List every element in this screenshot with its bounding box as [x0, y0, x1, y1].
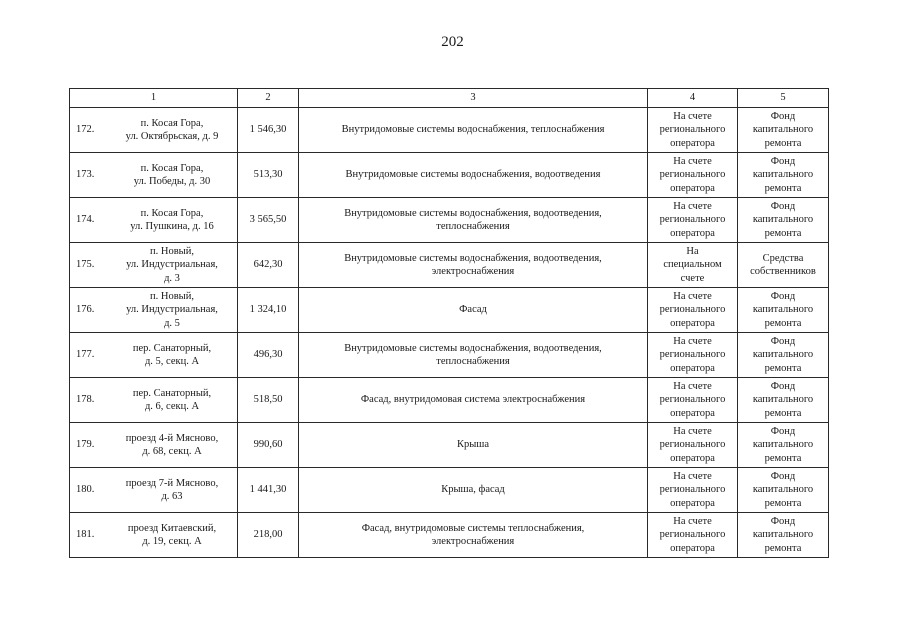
- row-number: 172.: [76, 124, 95, 136]
- systems-cell: Фасад, внутридомовые системы теплоснабжения, электроснабжения: [299, 513, 648, 558]
- table-row: [70, 153, 829, 198]
- account-cell: На счете регионального оператора: [648, 468, 738, 513]
- systems-cell: Фасад, внутридомовая система электроснабжения: [299, 378, 648, 423]
- systems-cell: Внутридомовые системы водоснабжения, водоотведения, электроснабжения: [299, 243, 648, 288]
- systems-cell: Фасад: [299, 288, 648, 333]
- systems-cell: Внутридомовые системы водоснабжения, водоотведения: [299, 153, 648, 198]
- address-cell: [70, 108, 238, 153]
- fund-cell: Фонд капитального ремонта: [738, 468, 829, 513]
- address-cell-inner: [76, 423, 234, 467]
- row-address: проезд Китаевский, д. 19, секц. А: [127, 522, 217, 547]
- systems-cell: Крыша: [299, 423, 648, 468]
- table-row: [70, 288, 829, 333]
- fund-cell: Фонд капитального ремонта: [738, 423, 829, 468]
- address-cell: [70, 288, 238, 333]
- account-cell: На счете регионального оператора: [648, 108, 738, 153]
- fund-cell: Фонд капитального ремонта: [738, 288, 829, 333]
- table-row: [70, 108, 829, 153]
- table-body: [70, 108, 829, 558]
- row-address: п. Косая Гора, ул. Победы, д. 30: [133, 162, 211, 187]
- address-cell-inner: [76, 288, 234, 332]
- header-col-4: 4: [648, 89, 738, 108]
- header-row: [70, 89, 829, 108]
- row-number: 176.: [76, 304, 95, 316]
- row-number: 181.: [76, 529, 95, 541]
- area-cell: 1 546,30: [238, 108, 299, 153]
- address-cell-inner: [76, 198, 234, 242]
- address-cell: [70, 468, 238, 513]
- row-address: п. Новый, ул. Индустриальная, д. 3: [126, 245, 218, 284]
- address-cell-inner: [76, 378, 234, 422]
- account-cell: На счете регионального оператора: [648, 198, 738, 243]
- area-cell: 1 441,30: [238, 468, 299, 513]
- account-cell: На счете регионального оператора: [648, 423, 738, 468]
- row-address: п. Косая Гора, ул. Октябрьская, д. 9: [125, 117, 219, 142]
- table-row: [70, 243, 829, 288]
- account-cell: На счете регионального оператора: [648, 513, 738, 558]
- row-address: проезд 4-й Мясново, д. 68, секц. А: [125, 432, 219, 457]
- address-cell-inner: [76, 333, 234, 377]
- account-cell: На счете регионального оператора: [648, 378, 738, 423]
- systems-cell: Крыша, фасад: [299, 468, 648, 513]
- address-cell-inner: [76, 468, 234, 512]
- account-cell: На счете регионального оператора: [648, 333, 738, 378]
- table-header: [70, 89, 829, 108]
- row-number: 173.: [76, 169, 95, 181]
- table-row: [70, 513, 829, 558]
- address-cell: [70, 378, 238, 423]
- row-number: 175.: [76, 259, 95, 271]
- row-address: п. Косая Гора, ул. Пушкина, д. 16: [130, 207, 214, 232]
- table-row: [70, 198, 829, 243]
- fund-cell: Фонд капитального ремонта: [738, 513, 829, 558]
- row-address: п. Новый, ул. Индустриальная, д. 5: [126, 290, 218, 329]
- address-cell-inner: [76, 243, 234, 287]
- header-col-1: 1: [70, 89, 238, 108]
- address-cell-inner: [76, 108, 234, 152]
- header-col-3: 3: [299, 89, 648, 108]
- area-cell: 3 565,50: [238, 198, 299, 243]
- area-cell: 518,50: [238, 378, 299, 423]
- account-cell: На специальном счете: [648, 243, 738, 288]
- row-address: пер. Санаторный, д. 5, секц. А: [132, 342, 212, 367]
- fund-cell: Фонд капитального ремонта: [738, 108, 829, 153]
- row-number: 177.: [76, 349, 95, 361]
- fund-cell: Фонд капитального ремонта: [738, 198, 829, 243]
- area-cell: 513,30: [238, 153, 299, 198]
- row-address: пер. Санаторный, д. 6, секц. А: [132, 387, 212, 412]
- account-cell: На счете регионального оператора: [648, 153, 738, 198]
- row-number: 180.: [76, 484, 95, 496]
- header-col-5: 5: [738, 89, 829, 108]
- fund-cell: Фонд капитального ремонта: [738, 333, 829, 378]
- fund-cell: Фонд капитального ремонта: [738, 378, 829, 423]
- address-cell: [70, 513, 238, 558]
- header-col-2: 2: [238, 89, 299, 108]
- systems-cell: Внутридомовые системы водоснабжения, водоотведения, теплоснабжения: [299, 333, 648, 378]
- capital-repair-table: [69, 88, 829, 558]
- fund-cell: Средства собственников: [738, 243, 829, 288]
- address-cell: [70, 198, 238, 243]
- address-cell-inner: [76, 153, 234, 197]
- table-row: [70, 333, 829, 378]
- address-cell: [70, 333, 238, 378]
- account-cell: На счете регионального оператора: [648, 288, 738, 333]
- table-row: [70, 468, 829, 513]
- area-cell: 642,30: [238, 243, 299, 288]
- systems-cell: Внутридомовые системы водоснабжения, водоотведения, теплоснабжения: [299, 198, 648, 243]
- area-cell: 1 324,10: [238, 288, 299, 333]
- page-number: 202: [441, 34, 464, 50]
- table-row: [70, 423, 829, 468]
- systems-cell: Внутридомовые системы водоснабжения, теплоснабжения: [299, 108, 648, 153]
- row-number: 174.: [76, 214, 95, 226]
- table-row: [70, 378, 829, 423]
- address-cell: [70, 153, 238, 198]
- row-number: 178.: [76, 394, 95, 406]
- address-cell: [70, 243, 238, 288]
- address-cell: [70, 423, 238, 468]
- row-address: проезд 7-й Мясново, д. 63: [125, 477, 219, 502]
- address-cell-inner: [76, 513, 234, 557]
- fund-cell: Фонд капитального ремонта: [738, 153, 829, 198]
- row-number: 179.: [76, 439, 95, 451]
- area-cell: 218,00: [238, 513, 299, 558]
- area-cell: 990,60: [238, 423, 299, 468]
- area-cell: 496,30: [238, 333, 299, 378]
